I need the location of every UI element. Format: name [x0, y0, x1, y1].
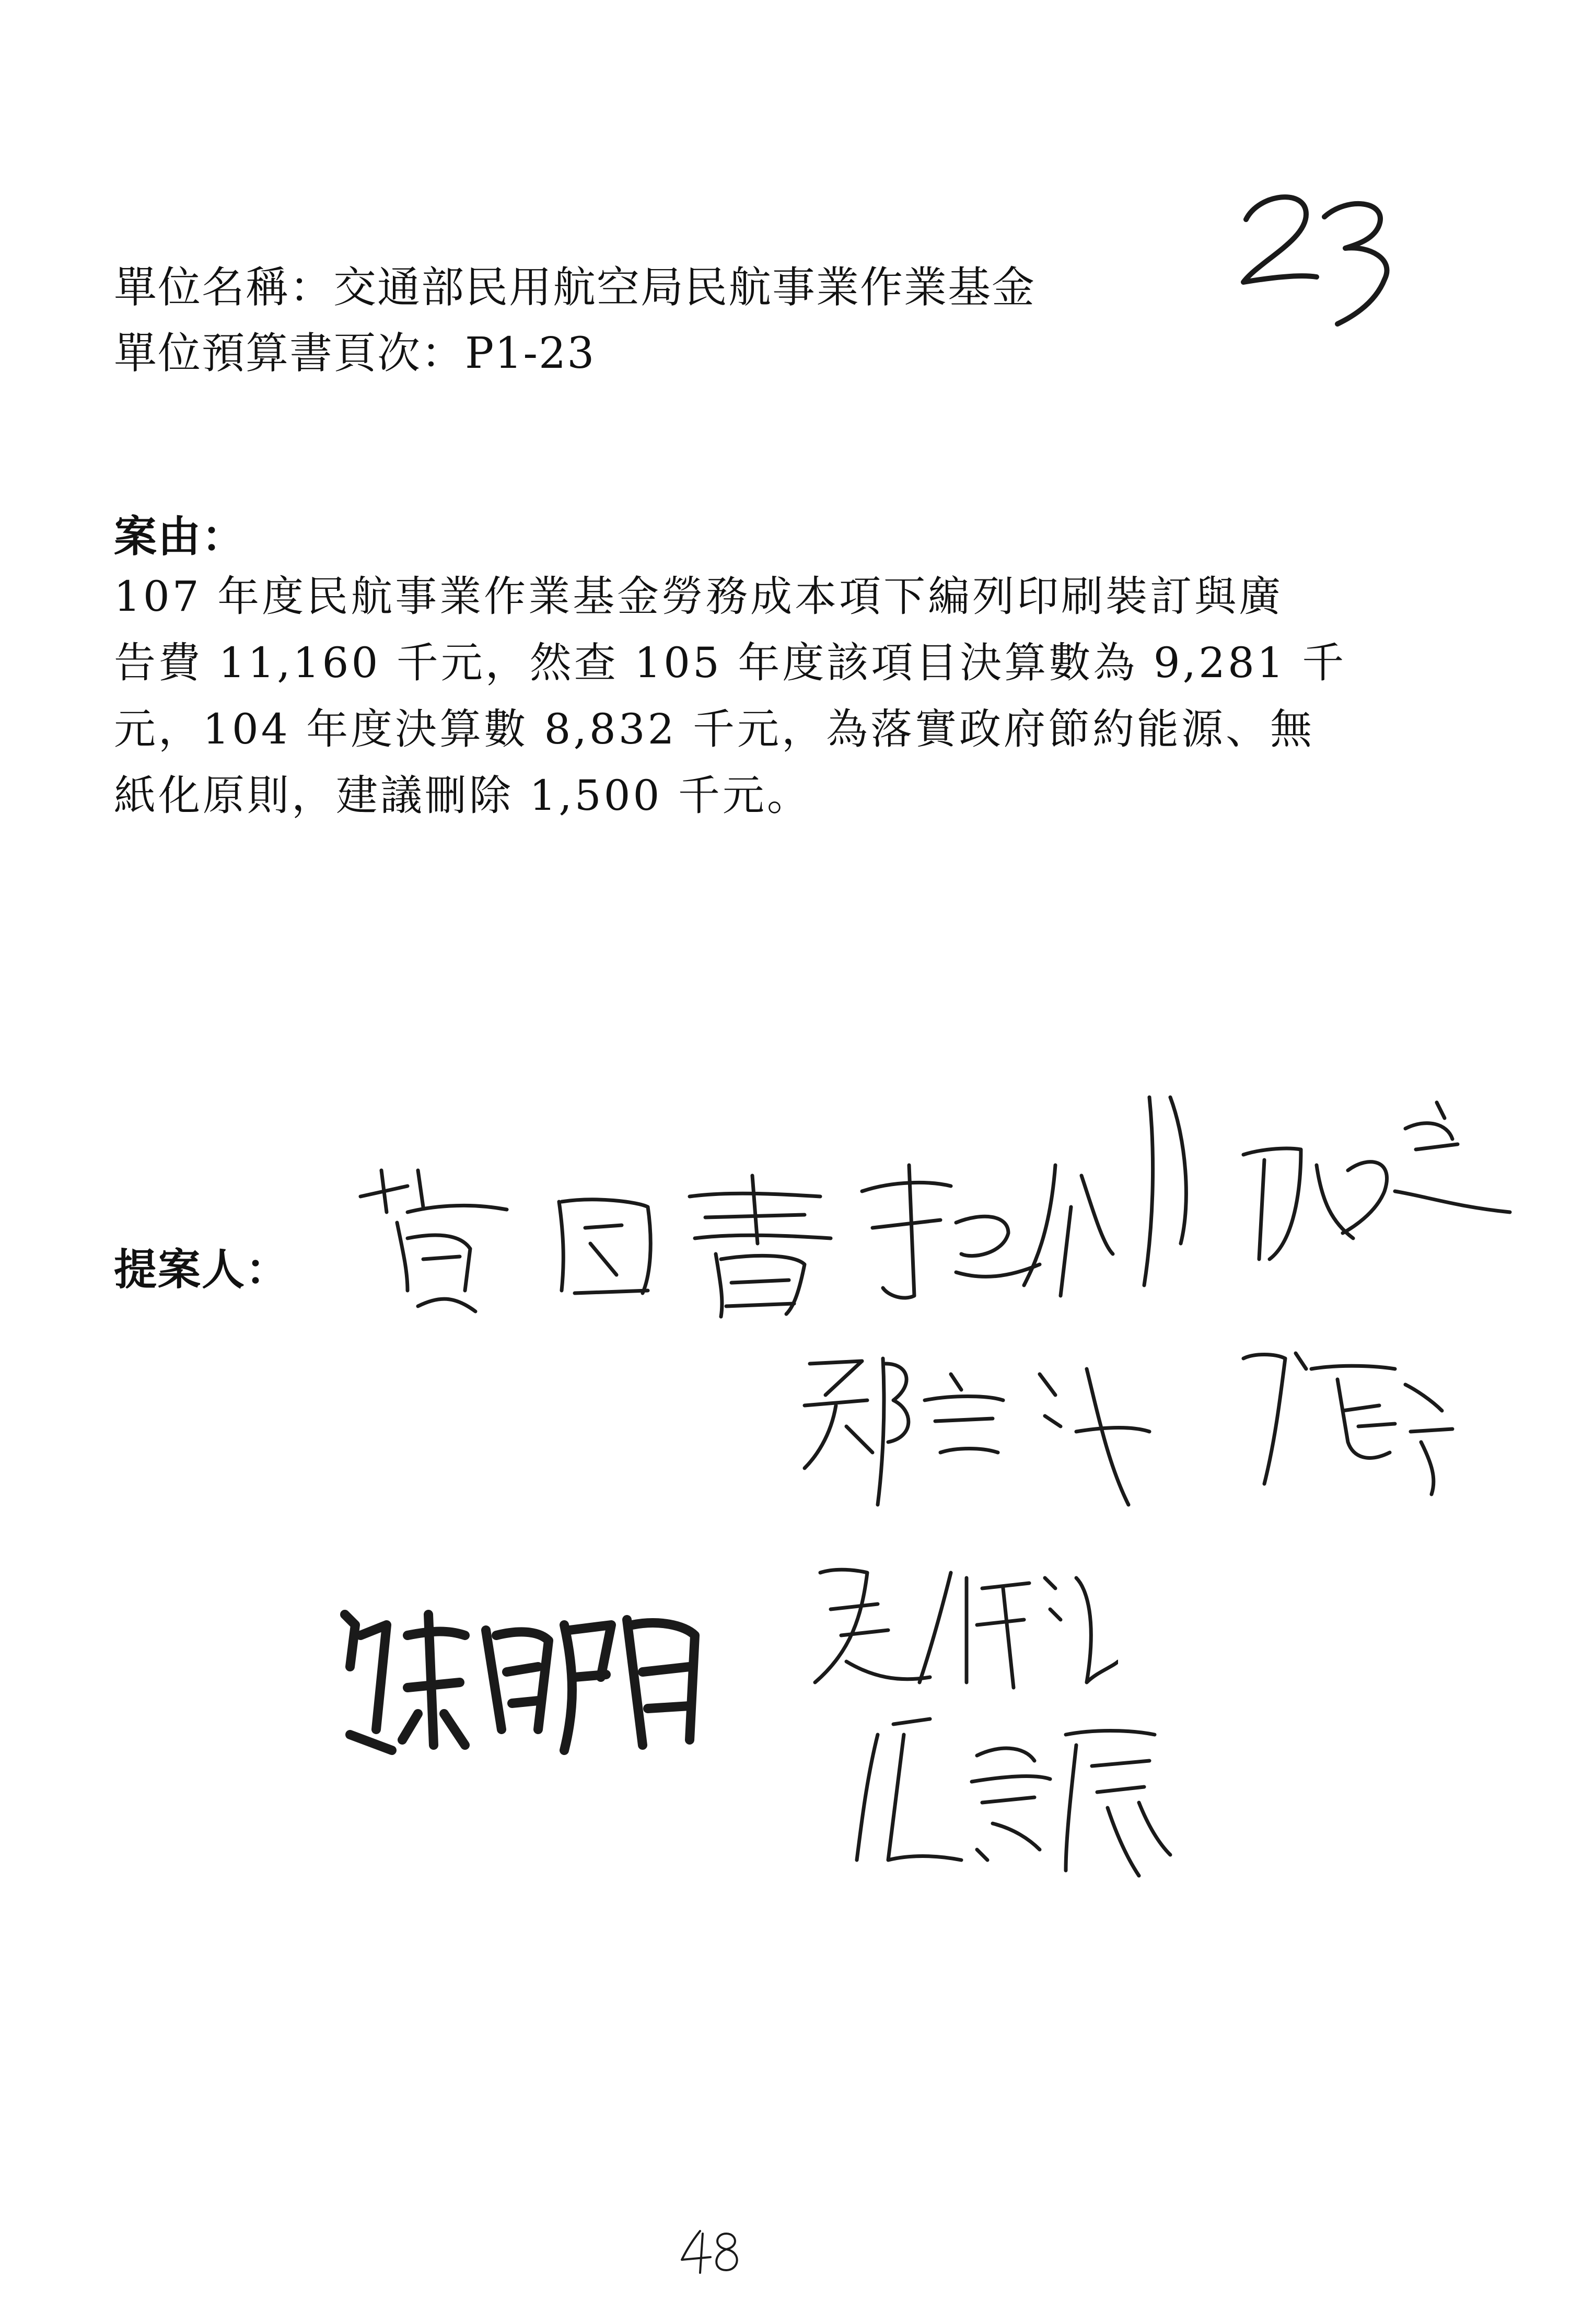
proposer-label: 提案人： [114, 1245, 290, 1295]
reason-body: 107 年度民航事業作業基金勞務成本項下編列印刷裝訂與廣 告費 11,160 千元，然查 105 年度該項目決算數為 9,281 千 元，104 年度決算數 8,832 千元，為落實政府節約能源、無 紙化原則，建議刪除 1,500 千元。 [114, 572, 1347, 820]
folio-mark [674, 2223, 747, 2281]
unit-name-line: 單位名稱：交通部民用航空局民航事業作業基金 [114, 263, 1036, 312]
budget-page-line: 單位預算書頁次：P1-23 [114, 329, 596, 378]
reason-heading: 案由： [114, 512, 246, 562]
document-header [114, 255, 1368, 387]
